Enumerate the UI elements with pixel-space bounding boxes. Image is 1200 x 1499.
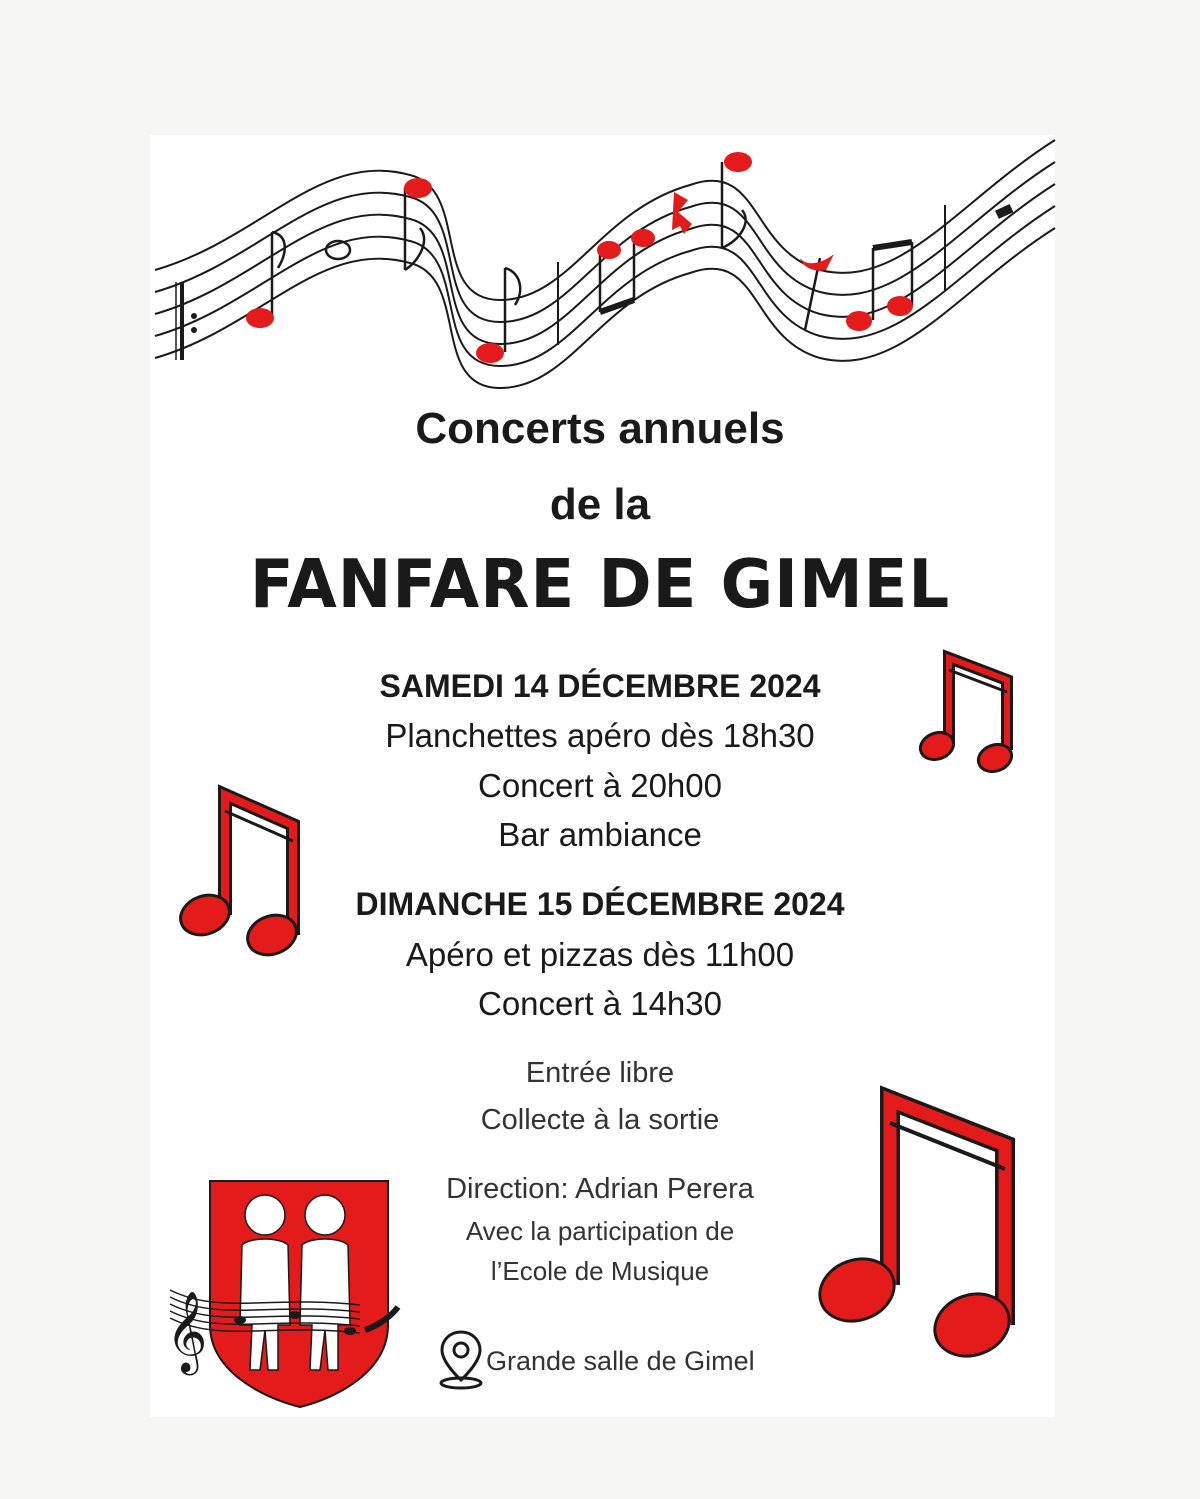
- entry-info: Entrée libre: [525, 1057, 675, 1089]
- participation-line-1: Avec la participation de: [465, 1216, 735, 1246]
- title-line-2: de la: [549, 480, 651, 529]
- saturday-item: Planchettes apéro dès 18h30: [385, 717, 815, 754]
- sunday-item: Apéro et pizzas dès 11h00: [405, 936, 795, 973]
- gimel-coat-of-arms: [160, 1175, 400, 1415]
- sunday-date: DIMANCHE 15 DÉCEMBRE 2024: [355, 886, 845, 922]
- participation-line-2: l’Ecole de Musique: [490, 1256, 710, 1286]
- main-title: FANFARE DE GIMEL: [249, 546, 951, 624]
- music-staff-banner: [0, 0, 1200, 420]
- map-pin-icon: [436, 1328, 486, 1390]
- title-line-1: Concerts annuels: [415, 404, 785, 453]
- beamed-note-icon: [815, 1085, 1045, 1385]
- sunday-item: Concert à 14h30: [477, 985, 722, 1022]
- venue-label: Grande salle de Gimel: [486, 1346, 755, 1376]
- saturday-date: SAMEDI 14 DÉCEMBRE 2024: [379, 668, 821, 704]
- svg-text:𝄞: 𝄞: [166, 1290, 208, 1372]
- beamed-note-icon: [175, 785, 315, 975]
- collection-info: Collecte à la sortie: [480, 1104, 720, 1136]
- beamed-note-icon: [915, 650, 1025, 780]
- saturday-item: Bar ambiance: [498, 816, 702, 853]
- direction-credit: Direction: Adrian Perera: [446, 1173, 754, 1205]
- saturday-item: Concert à 20h00: [477, 767, 722, 804]
